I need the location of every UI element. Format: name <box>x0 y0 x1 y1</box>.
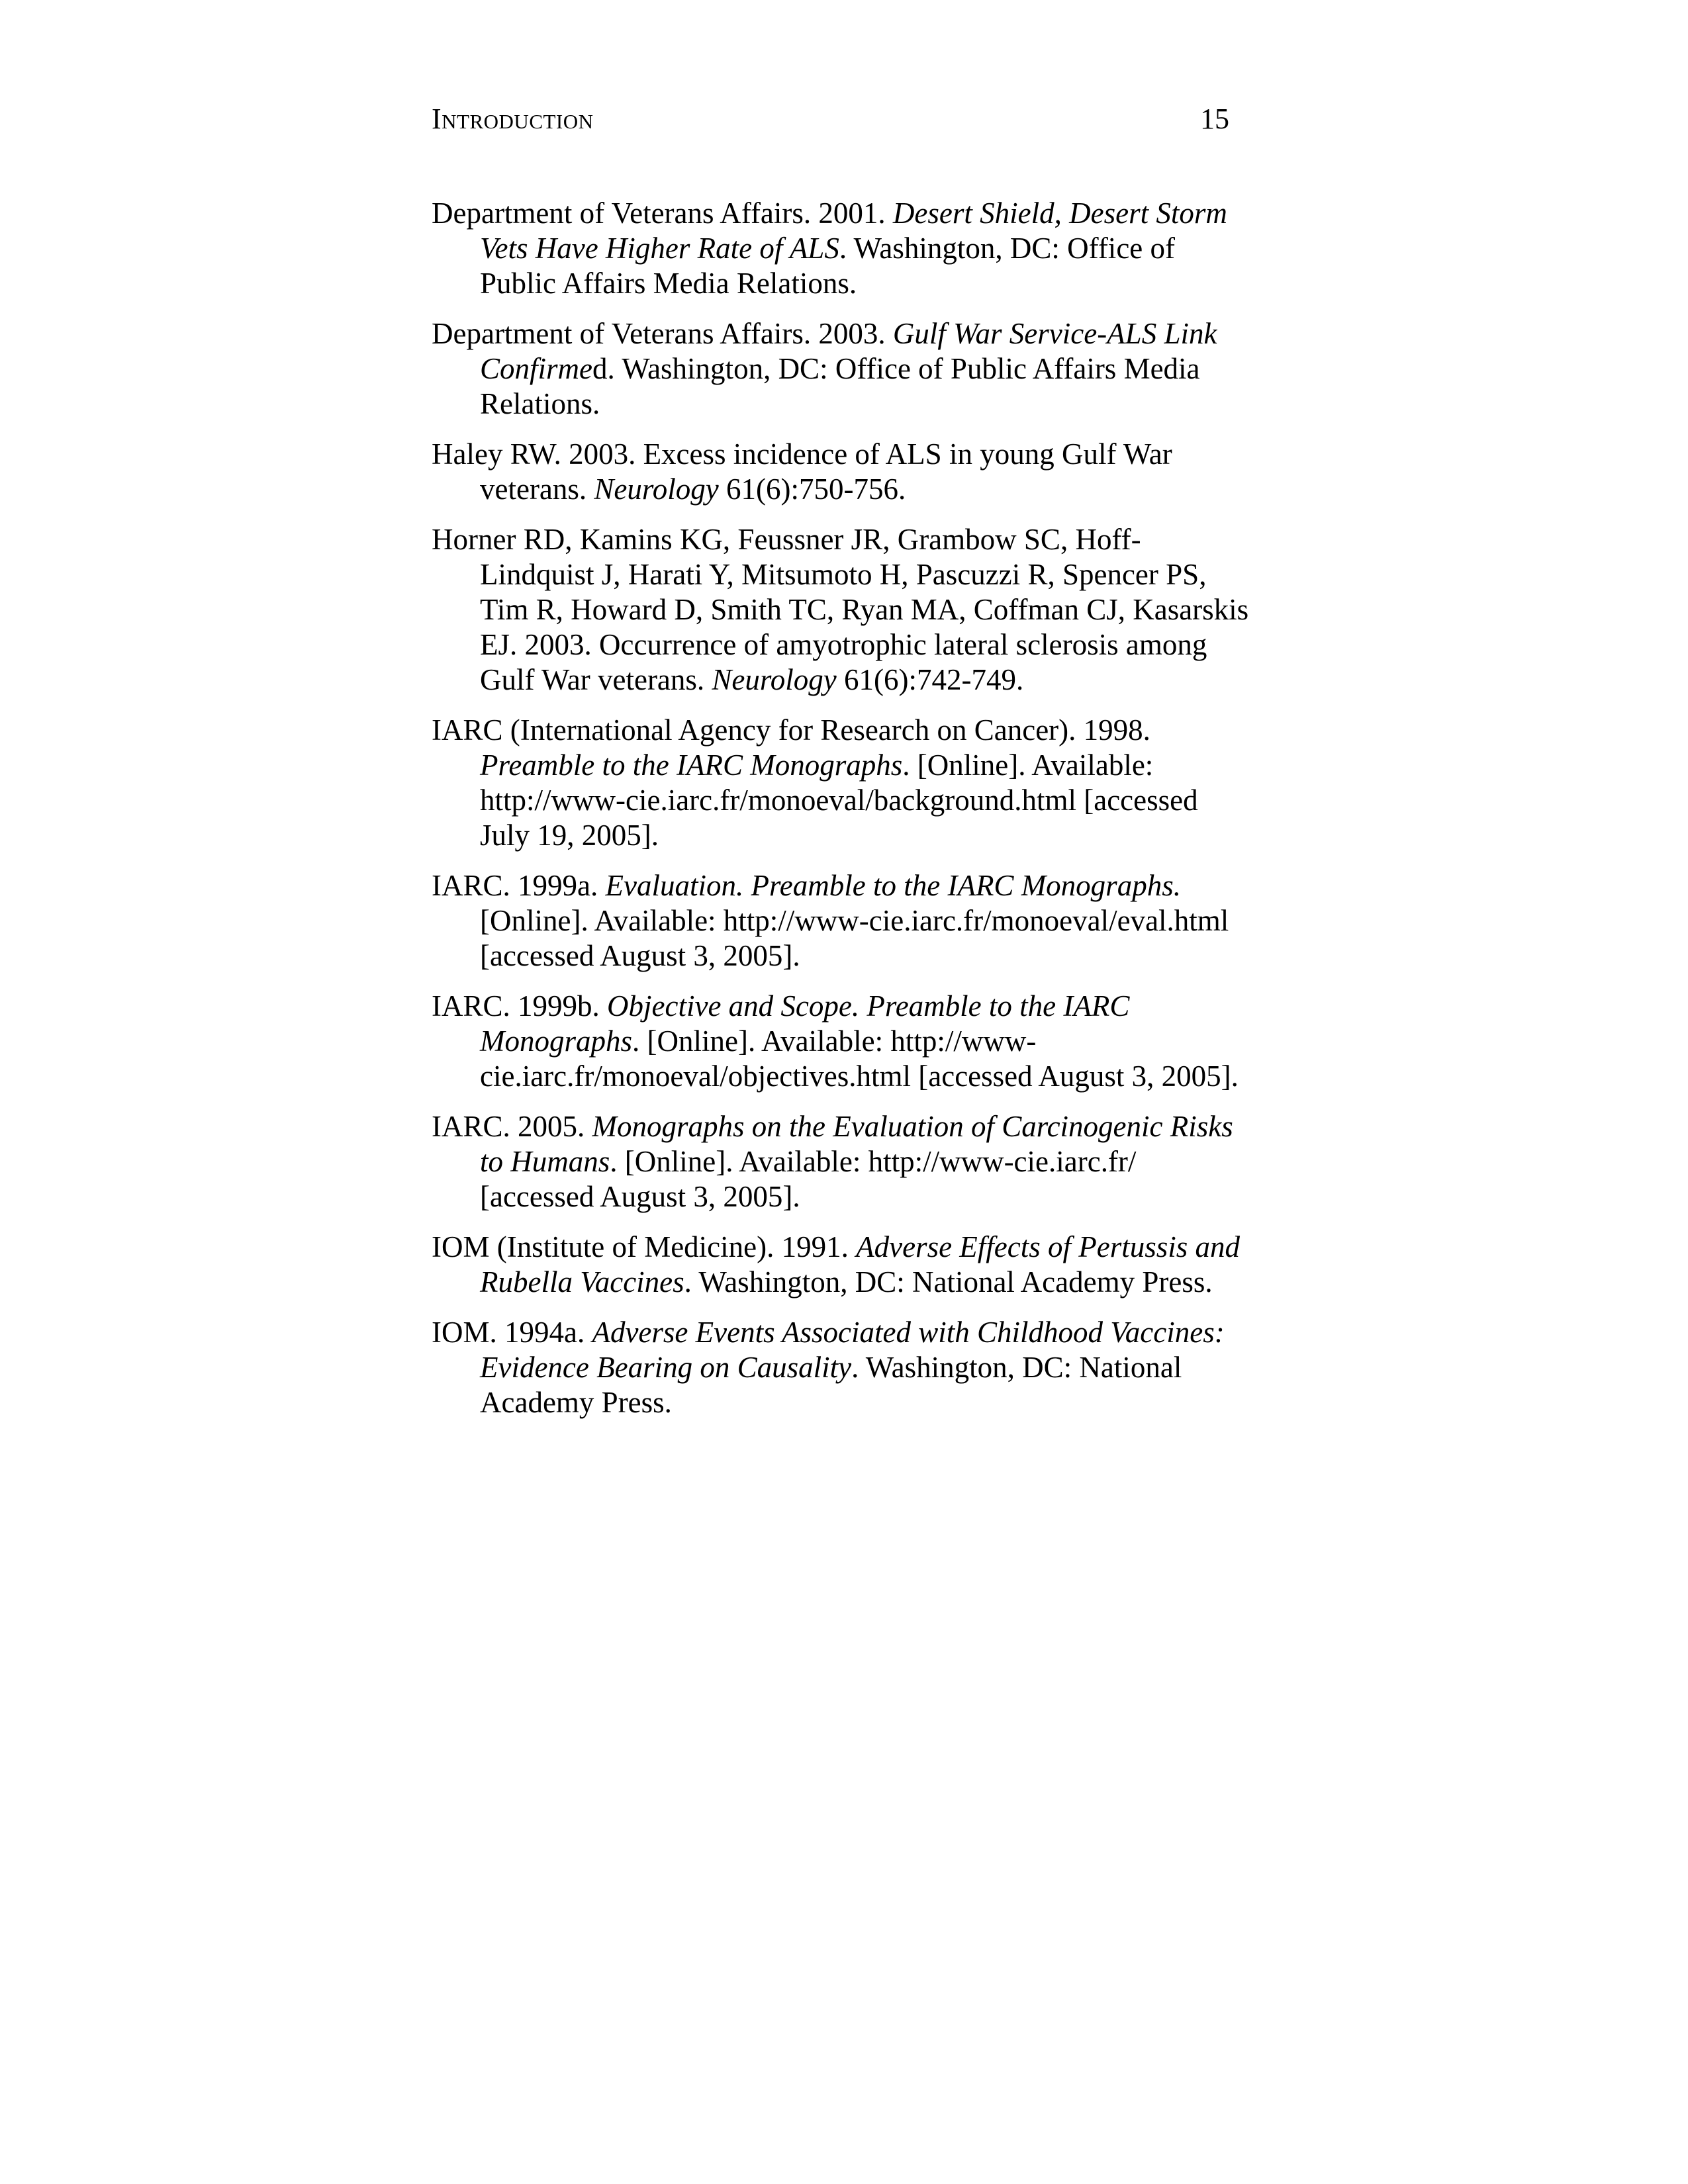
reference-lead: IOM (Institute of Medicine). 1991. <box>432 1230 857 1263</box>
page-number: 15 <box>1200 103 1229 135</box>
reference-title: Preamble to the IARC Monographs <box>480 749 903 782</box>
reference-lead: Department of Veterans Affairs. 2003. <box>432 317 893 350</box>
reference-tail: 61(6):742-749. <box>836 663 1024 696</box>
reference-title: Evaluation. Preamble to the IARC Monographs. <box>605 869 1181 902</box>
reference-entry <box>432 316 1252 422</box>
reference-entry <box>432 1315 1252 1420</box>
reference-entry <box>432 989 1252 1094</box>
reference-tail: . [Online]. Available: http://www-cie.iarc.fr/ [accessed August 3, 2005]. <box>480 1145 1137 1213</box>
reference-tail: . [Online]. Available: http://www-cie.iarc.fr/monoeval/objectives.html [accessed August 3, 2005]. <box>480 1024 1239 1093</box>
reference-lead: Haley RW. 2003. Excess incidence of ALS in young Gulf War veterans. <box>432 437 1172 506</box>
reference-title: Neurology <box>712 663 837 696</box>
reference-title: Desert Shield, Desert Storm Vets Have Higher Rate of ALS <box>480 197 1227 265</box>
reference-lead: Horner RD, Kamins KG, Feussner JR, Grambow SC, Hoff-Lindquist J, Harati Y, Mitsumoto H, Pascuzzi R, Spencer PS, Tim R, Howard D, Smith TC, Ryan MA, Coffman CJ, Kasarskis EJ. 2003. Occurrence of amyotrophic lateral sclerosis among Gulf War veterans. <box>432 523 1249 696</box>
reference-lead: IARC. 1999b. <box>432 989 608 1023</box>
reference-entry <box>432 713 1252 853</box>
reference-entry <box>432 437 1252 507</box>
reference-entry <box>432 868 1252 974</box>
reference-tail: [Online]. Available: http://www-cie.iarc.fr/monoeval/eval.html [accessed August 3, 2005]. <box>480 904 1229 972</box>
reference-title: Objective and Scope. Preamble to the IARC Monographs <box>480 989 1130 1058</box>
reference-title: Adverse Events Associated with Childhood Vaccines: Evidence Bearing on Causality <box>480 1316 1225 1384</box>
reference-entry <box>432 1230 1252 1300</box>
reference-entry <box>432 522 1252 698</box>
reference-tail: . Washington, DC: Office of Public Affairs Media Relations. <box>480 232 1175 300</box>
reference-tail: d. Washington, DC: Office of Public Affairs Media Relations. <box>480 352 1200 420</box>
reference-lead: IARC (International Agency for Research on Cancer). 1998. <box>432 713 1150 747</box>
reference-tail: 61(6):750-756. <box>718 473 906 506</box>
reference-tail: . Washington, DC: National Academy Press. <box>480 1351 1182 1419</box>
reference-tail: . Washington, DC: National Academy Press. <box>684 1265 1213 1298</box>
reference-entry <box>432 196 1252 301</box>
reference-lead: Department of Veterans Affairs. 2001. <box>432 197 893 230</box>
reference-lead: IARC. 1999a. <box>432 869 606 902</box>
reference-list <box>432 196 1252 1435</box>
running-head <box>432 99 1236 139</box>
reference-title: Neurology <box>594 473 719 506</box>
reference-title: Gulf War Service-ALS Link Confirme <box>480 317 1217 385</box>
section-title: Introduction <box>432 103 594 135</box>
reference-title: Adverse Effects of Pertussis and Rubella Vaccines <box>480 1230 1241 1298</box>
reference-entry <box>432 1109 1252 1214</box>
reference-title: Monographs on the Evaluation of Carcinogenic Risks to Humans <box>480 1110 1233 1178</box>
reference-lead: IOM. 1994a. <box>432 1316 592 1349</box>
reference-tail: . [Online]. Available: http://www-cie.iarc.fr/monoeval/background.html [accessed July 19, 2005]. <box>480 749 1198 852</box>
reference-lead: IARC. 2005. <box>432 1110 592 1143</box>
